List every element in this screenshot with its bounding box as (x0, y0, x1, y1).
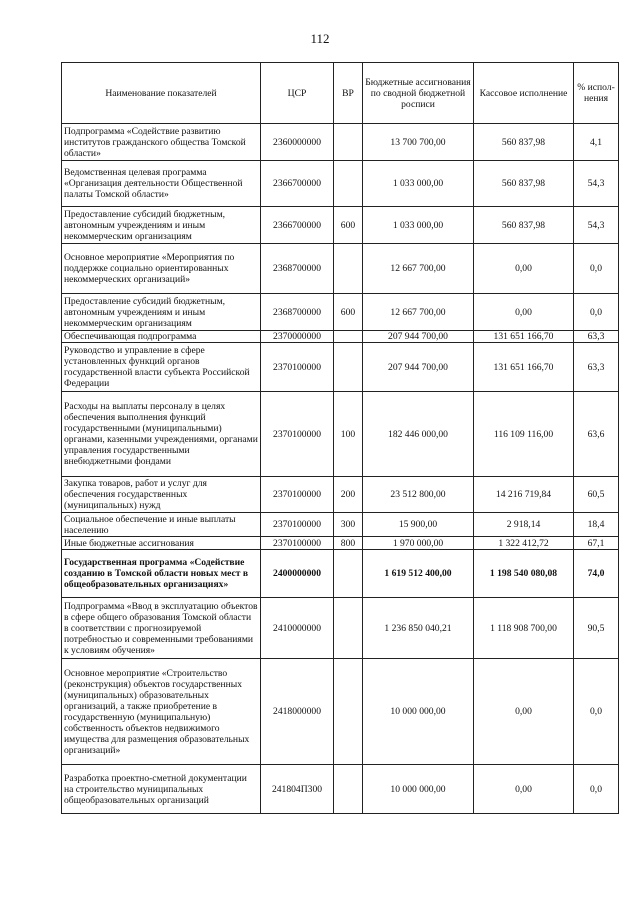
table-row (62, 477, 619, 513)
row-budget-cell: 207 944 700,00 (363, 331, 474, 343)
table-row (62, 659, 619, 765)
row-percent-cell: 54,3 (574, 161, 619, 207)
row-budget-cell: 10 000 000,00 (363, 765, 474, 814)
row-budget-cell: 1 033 000,00 (363, 207, 474, 244)
row-cash-cell: 0,00 (474, 294, 574, 331)
row-cash-cell: 14 216 719,84 (474, 477, 574, 513)
row-name-cell: Государственная программа «Содействие созданию в Томской области новых мест в общеобразовательных организациях» (62, 550, 261, 598)
header-budget: Бюджетные ассигнования по сводной бюджетной росписи (363, 63, 474, 124)
row-csr-cell: 2418000000 (261, 659, 334, 765)
row-csr-cell: 2366700000 (261, 207, 334, 244)
table-row (62, 244, 619, 294)
row-percent-cell: 0,0 (574, 659, 619, 765)
row-vr-cell (334, 550, 363, 598)
table-row (62, 124, 619, 161)
row-vr-cell (334, 124, 363, 161)
table-row (62, 598, 619, 659)
row-cash-cell: 1 118 908 700,00 (474, 598, 574, 659)
row-percent-cell: 90,5 (574, 598, 619, 659)
row-percent-cell: 0,0 (574, 294, 619, 331)
table-row (62, 331, 619, 343)
row-name-cell: Предоставление субсидий бюджетным, автономным учреждениям и иным некоммерческим организациям (62, 294, 261, 331)
row-csr-cell: 2360000000 (261, 124, 334, 161)
row-cash-cell: 0,00 (474, 244, 574, 294)
row-name-cell: Расходы на выплаты персоналу в целях обеспечения выполнения функций государственными (муниципальными) органами, казенными учреждениями, органами управления государственными внебюджетными фондами (62, 392, 261, 477)
row-budget-cell: 10 000 000,00 (363, 659, 474, 765)
header-percent: % испол- нения (574, 63, 619, 124)
header-csr: ЦСР (261, 63, 334, 124)
row-name-cell: Основное мероприятие «Строительство (реконструкция) объектов государственных (муниципальных) образовательных организаций, а также приобретение в государственную (муниципальную) собственность объектов недвижимого имущества для размещения образовательных организаций» (62, 659, 261, 765)
row-vr-cell: 100 (334, 392, 363, 477)
header-name: Наименование показателей (62, 63, 261, 124)
page-number: 112 (310, 31, 330, 46)
row-budget-cell: 1 033 000,00 (363, 161, 474, 207)
row-name-cell: Иные бюджетные ассигнования (62, 537, 261, 550)
row-cash-cell: 0,00 (474, 765, 574, 814)
table-row (62, 550, 619, 598)
row-csr-cell: 2370000000 (261, 331, 334, 343)
row-csr-cell: 2370100000 (261, 537, 334, 550)
row-vr-cell (334, 244, 363, 294)
header-vr: ВР (334, 63, 363, 124)
row-budget-cell: 12 667 700,00 (363, 244, 474, 294)
row-budget-cell: 13 700 700,00 (363, 124, 474, 161)
row-cash-cell: 1 198 540 080,08 (474, 550, 574, 598)
row-cash-cell: 560 837,98 (474, 161, 574, 207)
row-budget-cell: 1 619 512 400,00 (363, 550, 474, 598)
row-csr-cell: 2368700000 (261, 244, 334, 294)
table-row (62, 161, 619, 207)
row-vr-cell (334, 331, 363, 343)
row-vr-cell: 800 (334, 537, 363, 550)
row-name-cell: Подпрограмма «Содействие развитию институтов гражданского общества Томской области» (62, 124, 261, 161)
budget-execution-table (61, 62, 619, 814)
row-csr-cell: 2366700000 (261, 161, 334, 207)
row-vr-cell: 600 (334, 294, 363, 331)
row-csr-cell: 2370100000 (261, 477, 334, 513)
row-percent-cell: 54,3 (574, 207, 619, 244)
row-vr-cell (334, 343, 363, 392)
row-percent-cell: 63,3 (574, 343, 619, 392)
table-row (62, 765, 619, 814)
row-vr-cell: 600 (334, 207, 363, 244)
row-budget-cell: 1 236 850 040,21 (363, 598, 474, 659)
row-percent-cell: 74,0 (574, 550, 619, 598)
row-percent-cell: 63,6 (574, 392, 619, 477)
row-name-cell: Руководство и управление в сфере установленных функций органов государственной власти субъекта Российской Федерации (62, 343, 261, 392)
row-vr-cell (334, 161, 363, 207)
row-percent-cell: 67,1 (574, 537, 619, 550)
row-cash-cell: 560 837,98 (474, 124, 574, 161)
row-csr-cell: 2410000000 (261, 598, 334, 659)
row-percent-cell: 0,0 (574, 244, 619, 294)
table-row (62, 537, 619, 550)
row-budget-cell: 182 446 000,00 (363, 392, 474, 477)
table-body (62, 124, 619, 814)
row-name-cell: Ведомственная целевая программа «Организация деятельности Общественной палаты Томской области» (62, 161, 261, 207)
row-name-cell: Разработка проектно-сметной документации на строительство муниципальных общеобразовательных организаций (62, 765, 261, 814)
row-name-cell: Обеспечивающая подпрограмма (62, 331, 261, 343)
row-csr-cell: 2368700000 (261, 294, 334, 331)
row-cash-cell: 131 651 166,70 (474, 331, 574, 343)
row-cash-cell: 1 322 412,72 (474, 537, 574, 550)
header-cash: Кассовое исполнение (474, 63, 574, 124)
row-budget-cell: 1 970 000,00 (363, 537, 474, 550)
row-vr-cell (334, 659, 363, 765)
row-name-cell: Подпрограмма «Ввод в эксплуатацию объектов в сфере общего образования Томской области в соответствии с прогнозируемой потребностью и современными требованиями к условиям обучения» (62, 598, 261, 659)
row-budget-cell: 12 667 700,00 (363, 294, 474, 331)
table-header-row (62, 63, 619, 124)
row-name-cell: Основное мероприятие «Мероприятия по поддержке социально ориентированных некоммерческих организаций» (62, 244, 261, 294)
table-row (62, 294, 619, 331)
row-csr-cell: 2400000000 (261, 550, 334, 598)
row-budget-cell: 15 900,00 (363, 513, 474, 537)
row-name-cell: Социальное обеспечение и иные выплаты населению (62, 513, 261, 537)
row-cash-cell: 131 651 166,70 (474, 343, 574, 392)
row-name-cell: Закупка товаров, работ и услуг для обеспечения государственных (муниципальных) нужд (62, 477, 261, 513)
row-csr-cell: 2370100000 (261, 392, 334, 477)
row-percent-cell: 18,4 (574, 513, 619, 537)
row-csr-cell: 2370100000 (261, 343, 334, 392)
row-percent-cell: 63,3 (574, 331, 619, 343)
row-vr-cell: 200 (334, 477, 363, 513)
row-percent-cell: 0,0 (574, 765, 619, 814)
row-cash-cell: 2 918,14 (474, 513, 574, 537)
row-vr-cell (334, 598, 363, 659)
table-row (62, 343, 619, 392)
row-cash-cell: 116 109 116,00 (474, 392, 574, 477)
row-name-cell: Предоставление субсидий бюджетным, автономным учреждениям и иным некоммерческим организациям (62, 207, 261, 244)
row-percent-cell: 4,1 (574, 124, 619, 161)
table-row (62, 207, 619, 244)
row-cash-cell: 560 837,98 (474, 207, 574, 244)
row-cash-cell: 0,00 (474, 659, 574, 765)
row-csr-cell: 241804П300 (261, 765, 334, 814)
row-budget-cell: 207 944 700,00 (363, 343, 474, 392)
row-vr-cell: 300 (334, 513, 363, 537)
row-budget-cell: 23 512 800,00 (363, 477, 474, 513)
row-vr-cell (334, 765, 363, 814)
row-percent-cell: 60,5 (574, 477, 619, 513)
table-row (62, 392, 619, 477)
row-csr-cell: 2370100000 (261, 513, 334, 537)
table-row (62, 513, 619, 537)
